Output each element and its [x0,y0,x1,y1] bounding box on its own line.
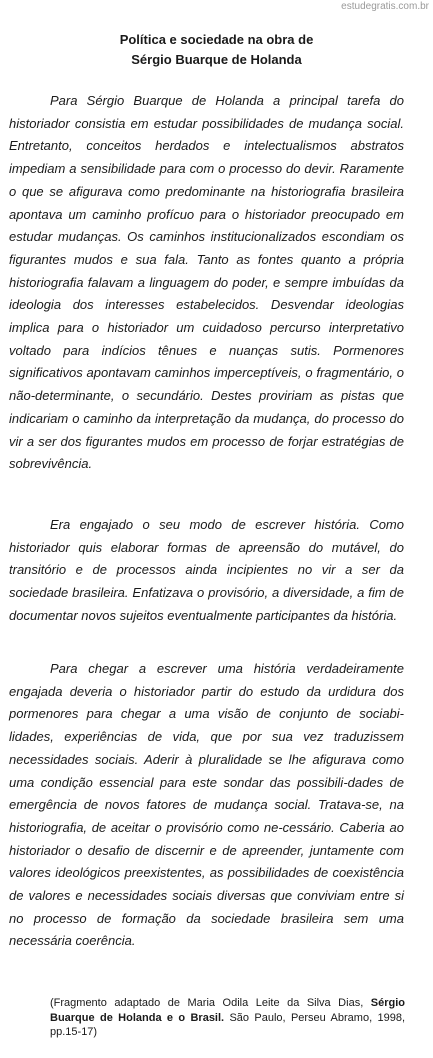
page-title [0,30,433,70]
title-line-2: Sérgio Buarque de Holanda [131,52,302,67]
title-line-1: Política e sociedade na obra de [119,32,314,47]
source-citation [50,996,405,1040]
paragraph-2: Era engajado o seu modo de escrever história. Como historiador quis elaborar formas de apreensão do mutável, do transitório e de processos ainda incipientes no vir a ser da sociedade brasileira. Enfatizava o provisório, a diversidade, a fim de documentar novos sujeitos eventualmente participantes da história. [9,517,404,623]
paragraph-3: Para chegar a escrever uma história verdadeiramente engajada deveria o historiador partir do estudo da urdidura dos pormenores para chegar a uma visão de conjunto de sociabi-lidades, experiências de vida, que por sua vez traduzissem necessidades sociais. Aderir à pluralidade se lhe afigurava como uma condição essencial para este sondar das possibili-dades de emergência de novos fatores de mudança social. Tratava-se, na historiografia, de aceitar o provisório como ne-cessário. Caberia ao historiador o desafio de discernir e de apreender, juntamente com valores ideológicos preexistentes, as possibilidades de coexistência de valores e necessidades sociais diversas que conviviam entre si no processo de formação da sociedade brasileira sem uma necessária coerência. [9,661,404,949]
source-suffix: São Paulo, Perseu Abramo, 1998, pp.15-17) [50,1011,406,1038]
source-book-title: Sérgio Buarque de Holanda e o Brasil. [50,997,405,1024]
paragraph-1: Para Sérgio Buarque de Holanda a principal tarefa do historiador consistia em estudar possibilidades de mudança social. Entretanto, conceitos herdados e intelectualismos abstratos impediam a sensibilidade para com o processo do devir. Raramente o que se afigurava como predominante na historiografia brasileira apontava um caminho profícuo para o historiador preocupado em estudar mudanças. Os caminhos institucionalizados escondiam os figurantes mudos e sua fala. Tanto as fontes quanto a própria historiografia falavam a linguagem do poder, e sempre imbuídas da ideologia dos interesses estabelecidos. Desvendar ideologias implica para o historiador um cuidadoso percurso interpretativo voltado para indícios tênues e nuanças sutis. Pormenores significativos apontavam caminhos imperceptíveis, o fragmentário, o não-determinante, o secundário. Destes proviriam as pistas que indicariam o caminho da interpretação da mudança, do processo do vir a ser dos figurantes mudos em processo de forjar estratégias de sobrevivência. [9,93,404,472]
watermark: estudegratis.com.br [341,1,429,12]
source-prefix: (Fragmento adaptado de Maria Odila Leite da Silva Dias, [50,997,371,1009]
